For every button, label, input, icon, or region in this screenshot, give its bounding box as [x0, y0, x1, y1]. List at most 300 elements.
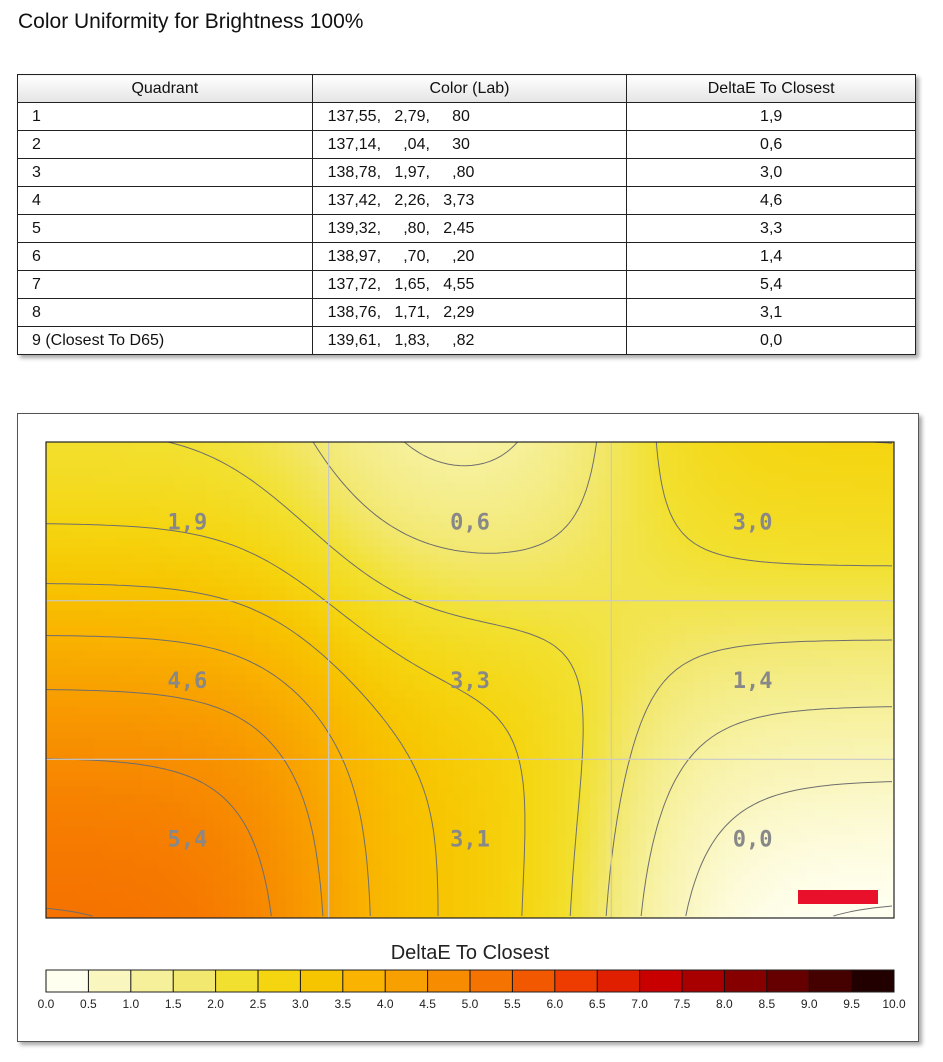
heat-cell	[638, 594, 647, 603]
heat-cell	[446, 450, 455, 459]
heat-cell	[366, 778, 375, 787]
heat-cell	[726, 602, 735, 611]
heat-cell	[510, 786, 519, 795]
heat-cell	[102, 530, 111, 539]
heat-cell	[126, 562, 135, 571]
heat-cell	[702, 658, 711, 667]
heat-cell	[254, 442, 263, 451]
heat-cell	[662, 546, 671, 555]
heat-cell	[438, 666, 447, 675]
heat-cell	[638, 602, 647, 611]
heat-cell	[94, 450, 103, 459]
heat-cell	[70, 762, 79, 771]
heat-cell	[54, 714, 63, 723]
heat-cell	[174, 594, 183, 603]
heat-cell	[358, 762, 367, 771]
heat-cell	[886, 746, 895, 755]
heat-cell	[614, 474, 623, 483]
heat-cell	[710, 578, 719, 587]
heat-cell	[606, 754, 615, 763]
heat-cell	[246, 498, 255, 507]
heat-cell	[734, 538, 743, 547]
heat-cell	[790, 642, 799, 651]
heat-cell	[878, 794, 887, 803]
heat-cell	[430, 706, 439, 715]
heat-cell	[726, 730, 735, 739]
heat-cell	[382, 442, 391, 451]
heat-cell	[886, 714, 895, 723]
heat-cell	[702, 450, 711, 459]
heat-cell	[430, 442, 439, 451]
heat-cell	[758, 450, 767, 459]
heat-cell	[246, 482, 255, 491]
heat-cell	[182, 762, 191, 771]
heat-cell	[382, 498, 391, 507]
heat-cell	[686, 514, 695, 523]
heat-cell	[862, 666, 871, 675]
heat-cell	[62, 618, 71, 627]
heat-cell	[622, 658, 631, 667]
heat-cell	[822, 554, 831, 563]
heat-cell	[350, 626, 359, 635]
heat-cell	[878, 474, 887, 483]
heat-cell	[350, 754, 359, 763]
heat-cell	[270, 722, 279, 731]
heat-cell	[870, 690, 879, 699]
heat-cell	[798, 514, 807, 523]
heat-cell	[270, 786, 279, 795]
heat-cell	[70, 442, 79, 451]
heat-cell	[198, 474, 207, 483]
heat-cell	[78, 682, 87, 691]
heat-cell	[310, 562, 319, 571]
heat-cell	[214, 762, 223, 771]
heat-cell	[614, 706, 623, 715]
heat-cell	[94, 618, 103, 627]
heat-cell	[750, 602, 759, 611]
heat-cell	[734, 634, 743, 643]
heat-cell	[502, 546, 511, 555]
heat-cell	[854, 562, 863, 571]
heat-cell	[566, 466, 575, 475]
heat-cell	[286, 634, 295, 643]
heat-cell	[630, 786, 639, 795]
heat-cell	[790, 530, 799, 539]
heat-cell	[822, 594, 831, 603]
heat-cell	[542, 546, 551, 555]
heat-cell	[886, 594, 895, 603]
heat-cell	[102, 722, 111, 731]
heat-cell	[846, 682, 855, 691]
heat-cell	[550, 586, 559, 595]
lab-cell: 137,14, ,04, 30	[312, 131, 627, 159]
heat-cell	[614, 762, 623, 771]
heat-cell	[118, 730, 127, 739]
heat-cell	[190, 618, 199, 627]
heat-cell	[510, 442, 519, 451]
heat-cell	[662, 778, 671, 787]
heat-cell	[566, 754, 575, 763]
heat-cell	[486, 498, 495, 507]
heat-cell	[638, 458, 647, 467]
heat-cell	[214, 602, 223, 611]
heat-cell	[78, 754, 87, 763]
heat-cell	[630, 770, 639, 779]
heat-cell	[862, 594, 871, 603]
heat-cell	[670, 794, 679, 803]
heat-cell	[462, 642, 471, 651]
heat-cell	[742, 650, 751, 659]
heat-cell	[310, 642, 319, 651]
heat-cell	[318, 466, 327, 475]
heat-cell	[702, 482, 711, 491]
heat-cell	[694, 786, 703, 795]
heat-cell	[278, 450, 287, 459]
heat-cell	[438, 498, 447, 507]
heat-cell	[374, 658, 383, 667]
heat-cell	[382, 546, 391, 555]
heat-cell	[806, 618, 815, 627]
heat-cell	[334, 722, 343, 731]
heat-cell	[590, 482, 599, 491]
heat-cell	[54, 522, 63, 531]
heat-cell	[798, 610, 807, 619]
heat-cell	[654, 562, 663, 571]
heat-cell	[518, 586, 527, 595]
heat-cell	[766, 458, 775, 467]
heat-cell	[206, 682, 215, 691]
heat-cell	[678, 650, 687, 659]
heat-cell	[470, 794, 479, 803]
heat-cell	[550, 546, 559, 555]
heat-cell	[70, 674, 79, 683]
heat-cell	[158, 458, 167, 467]
heat-cell	[366, 658, 375, 667]
heat-cell	[222, 466, 231, 475]
heat-cell	[302, 738, 311, 747]
heat-cell	[550, 682, 559, 691]
heat-cell	[614, 498, 623, 507]
heat-cell	[230, 506, 239, 515]
heat-cell	[286, 650, 295, 659]
heat-cell	[494, 466, 503, 475]
heat-cell	[254, 714, 263, 723]
heat-cell	[510, 490, 519, 499]
heat-cell	[494, 626, 503, 635]
heat-cell	[758, 706, 767, 715]
heat-cell	[734, 778, 743, 787]
heat-cell	[838, 626, 847, 635]
heat-cell	[302, 594, 311, 603]
heat-cell	[150, 778, 159, 787]
heat-cell	[54, 586, 63, 595]
heat-cell	[542, 746, 551, 755]
heat-cell	[662, 562, 671, 571]
heat-cell	[534, 618, 543, 627]
heat-cell	[790, 770, 799, 779]
lab-cell: 137,72, 1,65, 4,55	[312, 271, 627, 299]
heat-cell	[366, 682, 375, 691]
heat-cell	[382, 626, 391, 635]
heat-cell	[78, 466, 87, 475]
heat-cell	[486, 770, 495, 779]
heat-cell	[886, 730, 895, 739]
heat-cell	[766, 730, 775, 739]
heat-cell	[718, 594, 727, 603]
heat-cell	[318, 666, 327, 675]
heat-cell	[326, 514, 335, 523]
heat-cell	[846, 570, 855, 579]
heat-cell	[62, 450, 71, 459]
heat-cell	[438, 570, 447, 579]
heat-cell	[278, 530, 287, 539]
heat-cell	[182, 450, 191, 459]
heat-cell	[550, 722, 559, 731]
heat-cell	[726, 634, 735, 643]
heat-cell	[238, 522, 247, 531]
heat-cell	[350, 586, 359, 595]
heat-cell	[814, 458, 823, 467]
heat-cell	[886, 682, 895, 691]
heat-cell	[830, 562, 839, 571]
heat-cell	[662, 530, 671, 539]
heat-cell	[422, 770, 431, 779]
heat-cell	[766, 762, 775, 771]
heat-cell	[166, 722, 175, 731]
heat-cell	[814, 442, 823, 451]
heat-cell	[54, 474, 63, 483]
heat-cell	[158, 554, 167, 563]
heat-cell	[494, 498, 503, 507]
heat-cell	[102, 682, 111, 691]
heat-cell	[158, 626, 167, 635]
heat-cell	[214, 714, 223, 723]
heat-cell	[782, 506, 791, 515]
heat-cell	[710, 738, 719, 747]
heat-cell	[214, 666, 223, 675]
heat-cell	[446, 650, 455, 659]
heat-cell	[566, 618, 575, 627]
heat-cell	[438, 602, 447, 611]
heat-cell	[326, 490, 335, 499]
heat-cell	[54, 490, 63, 499]
heat-cell	[174, 714, 183, 723]
heat-cell	[686, 722, 695, 731]
heat-cell	[374, 778, 383, 787]
heat-cell	[630, 642, 639, 651]
heat-cell	[582, 706, 591, 715]
heat-cell	[46, 706, 55, 715]
heat-cell	[798, 754, 807, 763]
heat-cell	[790, 690, 799, 699]
heat-cell	[382, 738, 391, 747]
heat-cell	[662, 738, 671, 747]
heat-cell	[182, 538, 191, 547]
heat-cell	[54, 738, 63, 747]
heat-cell	[262, 626, 271, 635]
heat-cell	[358, 450, 367, 459]
heat-cell	[870, 442, 879, 451]
heat-cell	[390, 794, 399, 803]
heat-cell	[862, 482, 871, 491]
heat-cell	[678, 498, 687, 507]
heat-cell	[822, 586, 831, 595]
heat-cell	[694, 458, 703, 467]
heat-cell	[246, 570, 255, 579]
heat-cell	[654, 610, 663, 619]
heat-cell	[294, 690, 303, 699]
heat-cell	[278, 594, 287, 603]
heat-cell	[254, 642, 263, 651]
heat-cell	[662, 466, 671, 475]
heat-cell	[494, 602, 503, 611]
heat-cell	[774, 666, 783, 675]
heat-cell	[710, 658, 719, 667]
heat-cell	[822, 498, 831, 507]
heat-cell	[102, 522, 111, 531]
heat-cell	[478, 594, 487, 603]
heat-cell	[718, 706, 727, 715]
heat-cell	[398, 674, 407, 683]
heat-cell	[198, 538, 207, 547]
heat-cell	[278, 490, 287, 499]
heat-cell	[222, 658, 231, 667]
heat-cell	[358, 786, 367, 795]
heat-cell	[502, 562, 511, 571]
heat-cell	[94, 474, 103, 483]
heat-cell	[846, 450, 855, 459]
heat-cell	[454, 786, 463, 795]
heat-cell	[830, 466, 839, 475]
heat-cell	[558, 754, 567, 763]
heat-cell	[774, 450, 783, 459]
heat-cell	[702, 474, 711, 483]
heat-cell	[558, 458, 567, 467]
heat-cell	[606, 794, 615, 803]
heat-cell	[542, 466, 551, 475]
heat-cell	[654, 794, 663, 803]
heat-cell	[190, 722, 199, 731]
heat-cell	[150, 658, 159, 667]
heat-cell	[190, 482, 199, 491]
heat-cell	[454, 482, 463, 491]
heat-cell	[334, 530, 343, 539]
heat-cell	[750, 586, 759, 595]
heat-cell	[270, 458, 279, 467]
heat-cell	[782, 546, 791, 555]
heat-cell	[646, 762, 655, 771]
heat-cell	[638, 682, 647, 691]
heat-cell	[334, 490, 343, 499]
heat-cell	[782, 530, 791, 539]
heat-cell	[46, 650, 55, 659]
heat-cell	[534, 562, 543, 571]
heat-cell	[198, 794, 207, 803]
heat-cell	[630, 538, 639, 547]
heat-cell	[70, 786, 79, 795]
heat-cell	[206, 674, 215, 683]
heat-cell	[134, 674, 143, 683]
heat-cell	[158, 754, 167, 763]
heat-cell	[870, 554, 879, 563]
heat-cell	[190, 490, 199, 499]
heat-cell	[606, 666, 615, 675]
heat-cell	[590, 474, 599, 483]
heat-cell	[646, 466, 655, 475]
heat-cell	[342, 674, 351, 683]
heat-cell	[470, 746, 479, 755]
heat-cell	[830, 538, 839, 547]
heat-cell	[542, 658, 551, 667]
heat-cell	[334, 626, 343, 635]
heat-cell	[662, 714, 671, 723]
heat-cell	[422, 546, 431, 555]
heat-cell	[414, 578, 423, 587]
heat-cell	[550, 730, 559, 739]
heat-cell	[454, 738, 463, 747]
heat-cell	[86, 554, 95, 563]
heat-cell	[206, 650, 215, 659]
heat-cell	[574, 746, 583, 755]
heat-cell	[86, 442, 95, 451]
heat-cell	[654, 618, 663, 627]
heat-cell	[150, 554, 159, 563]
heat-cell	[126, 570, 135, 579]
heat-cell	[614, 482, 623, 491]
heat-cell	[598, 794, 607, 803]
heat-cell	[726, 474, 735, 483]
heat-cell	[302, 586, 311, 595]
heat-cell	[142, 778, 151, 787]
heat-cell	[142, 650, 151, 659]
heat-cell	[614, 586, 623, 595]
heat-cell	[182, 618, 191, 627]
heat-cell	[670, 650, 679, 659]
heat-cell	[246, 778, 255, 787]
heat-cell	[590, 794, 599, 803]
heat-cell	[582, 610, 591, 619]
heat-cell	[406, 786, 415, 795]
heat-cell	[182, 658, 191, 667]
heat-cell	[182, 610, 191, 619]
heat-cell	[366, 498, 375, 507]
heat-cell	[246, 554, 255, 563]
heat-cell	[846, 762, 855, 771]
heat-cell	[342, 490, 351, 499]
heat-cell	[654, 666, 663, 675]
heat-cell	[270, 730, 279, 739]
heat-cell	[694, 570, 703, 579]
heat-cell	[782, 482, 791, 491]
heat-cell	[406, 698, 415, 707]
heat-cell	[190, 754, 199, 763]
heat-cell	[534, 786, 543, 795]
heat-cell	[70, 562, 79, 571]
heat-cell	[182, 738, 191, 747]
heat-cell	[438, 626, 447, 635]
heat-cell	[54, 722, 63, 731]
heat-cell	[726, 698, 735, 707]
heat-cell	[790, 626, 799, 635]
heat-cell	[366, 730, 375, 739]
heat-cell	[494, 666, 503, 675]
heat-cell	[590, 682, 599, 691]
heat-cell	[686, 466, 695, 475]
heat-cell	[822, 570, 831, 579]
heat-cell	[406, 706, 415, 715]
heat-cell	[886, 586, 895, 595]
heat-cell	[222, 506, 231, 515]
